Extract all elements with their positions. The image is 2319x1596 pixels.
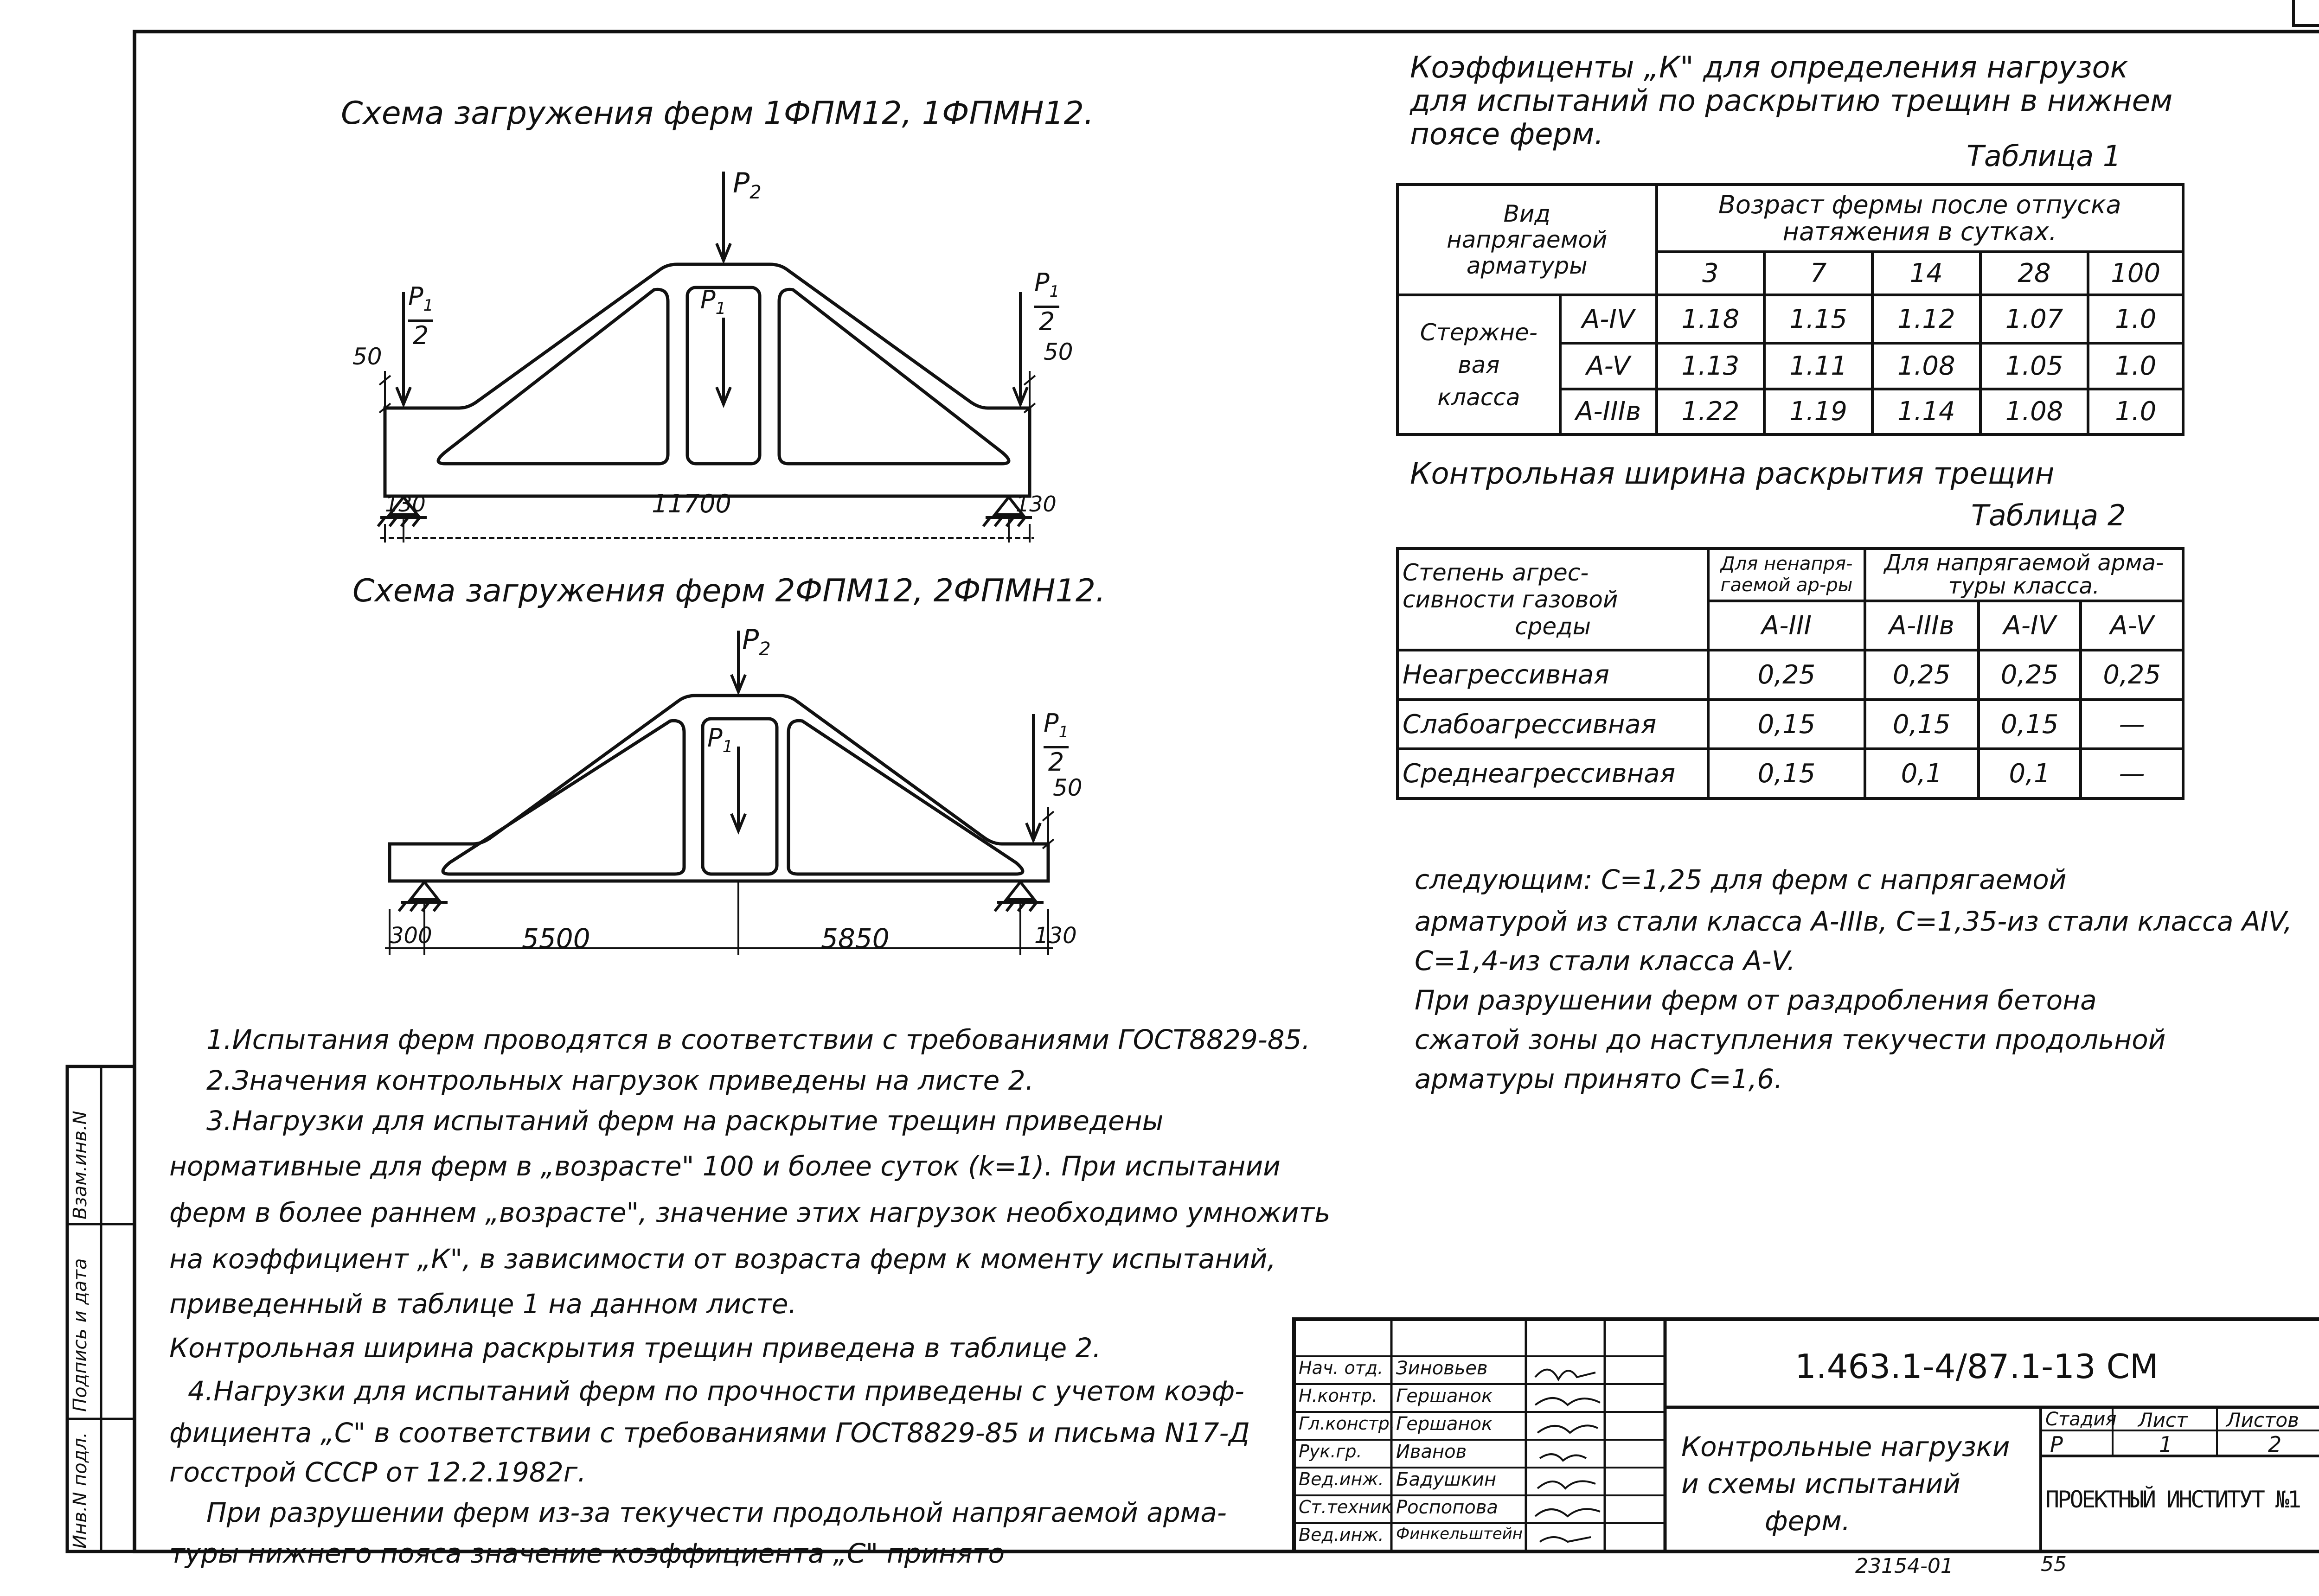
right-note-line: арматуры принято С=1,6. [1415,1063,1783,1095]
staff-role: Н.контр. [1299,1385,1378,1406]
table2-cell: 0,15 [1708,700,1864,749]
table1-class: A-V [1560,343,1657,389]
right-note-line: следующим: С=1,25 для ферм с напрягаемой [1415,864,2067,895]
table2-cell: 0,15 [1979,700,2081,749]
scheme2-half-right-num: P [1044,709,1059,738]
sheet-value: 1 [2159,1432,2173,1457]
table1-cell: 1.18 [1657,295,1765,343]
note-line: ферм в более раннем „возрасте", значение этих нагрузок необходимо умножить [169,1197,1331,1228]
table2-class: A-IIIв [1865,601,1979,651]
footer-page: 55 [2041,1552,2067,1576]
note-line: госстрой СССР от 12.2.1982г. [169,1456,586,1488]
table2-cell: 0,25 [1708,650,1864,700]
staff-name: Иванов [1396,1441,1467,1462]
table2-cell: 0,1 [1979,749,2081,798]
side-stamp-replace: Взам.инв.N [70,1111,91,1219]
table2-head-np-1: Для ненапря- [1720,553,1853,575]
table1-day: 100 [2088,252,2183,295]
table1-cell: 1.0 [2088,343,2183,389]
staff-name: Бадушкин [1396,1469,1497,1490]
table1-class: A-IIIв [1560,389,1657,435]
scheme1-p2-letter: P [733,167,750,199]
scheme2-p1-letter: P [707,723,723,753]
scheme2-dim-300: 300 [390,923,432,949]
table2-head-deg-3: среды [1515,613,1591,640]
table2-env: Среднеагрессивная [1397,749,1708,798]
table1-cell: 1.13 [1657,343,1765,389]
staff-name: Зиновьев [1396,1358,1488,1379]
right-note-line: При разрушении ферм от раздробления бетона [1415,984,2097,1016]
scheme2-dim-50: 50 [1053,774,1083,801]
scheme1-dim-130-left: 130 [385,492,426,517]
table1-cell: 1.0 [2088,295,2183,343]
note-line: 3.Нагрузки для испытаний ферм на раскрытие трещин приведены [206,1105,1164,1136]
table1-cell: 1.12 [1872,295,1980,343]
scheme1-half-right-sub: 1 [1049,282,1060,301]
scheme1-half-left-sub: 1 [423,296,434,315]
scheme2-half-right-sub: 1 [1058,722,1069,741]
table2-env: Слабоагрессивная [1397,700,1708,749]
table1-cell: 1.08 [1980,389,2088,435]
table1-cell: 1.08 [1872,343,1980,389]
doc-code: 1.463.1-4/87.1-13 СМ [1795,1347,2159,1386]
table2-head-np-2: гаемой ар-ры [1720,575,1853,596]
staff-name: Гершанок [1396,1385,1493,1407]
side-stamp-sign-date: Подпись и дата [70,1258,91,1412]
note-line: 2.Значения контрольных нагрузок приведены на листе 2. [206,1065,1034,1096]
table2-cell: 0,1 [1865,749,1979,798]
staff-role: Вед.инж. [1299,1525,1384,1545]
note-line: нормативные для ферм в „возрасте" 100 и более суток (k=1). При испытании [169,1150,1281,1182]
right-note-line: сжатой зоны до наступления текучести продольной [1415,1024,2166,1055]
table2-cell: 0,15 [1865,700,1979,749]
table1-cell: 1.14 [1872,389,1980,435]
drawing-title [1681,1428,2010,1539]
table1-group-2: вая [1458,351,1500,378]
table1-head-age-1: Возраст фермы после отпуска [1718,190,2121,219]
staff-name: Роспопова [1396,1497,1498,1518]
table1-label: Таблица 1 [1967,139,2121,173]
staff-name: Гершанок [1396,1413,1493,1435]
scheme2-p2-sub: 2 [759,638,771,660]
footer-code: 23154-01 [1855,1554,1954,1578]
table2-cell: 0,25 [1865,650,1979,700]
table1-caption-line1: Коэффиценты „К" для определения нагрузок [1410,51,2128,85]
note-line: При разрушении ферм из-за текучести продольной напрягаемой арма- [206,1497,1227,1528]
note-line: туры нижнего пояса значение коэффициента „С" принято [169,1538,1005,1569]
table1-caption-line3: поясе ферм. [1410,117,1604,152]
side-stamp-inv: Инв.N подл. [70,1432,91,1549]
sheet-head: Лист [2138,1409,2188,1431]
table2-head-p-2: туры класса. [1948,573,2100,600]
table2-class: A-III [1708,601,1864,651]
table1-head-kind-2: напрягаемой [1447,226,1608,254]
org-name: ПРОЕКТНЫЙ ИНСТИТУТ №1 [2045,1486,2300,1513]
note-line: 4.Нагрузки для испытаний ферм по прочности приведены с учетом коэф- [188,1375,1244,1407]
note-line: на коэффициент „К", в зависимости от возраста ферм к моменту испытаний, [169,1243,1276,1275]
table1-day: 14 [1872,252,1980,295]
scheme1-p2-sub: 2 [750,182,762,203]
sheets-head: Листов [2226,1409,2299,1431]
staff-role: Вед.инж. [1299,1469,1384,1489]
staff-role: Ст.техник [1299,1497,1392,1517]
scheme1-half-right-num: P [1034,268,1050,297]
right-note-line: С=1,4-из стали класса А-V. [1415,945,1796,977]
right-note-line: арматурой из стали класса А-IIIв, С=1,35-из стали класса АIV, [1415,906,2293,937]
table1-head-age-2: натяжения в сутках. [1782,217,2057,246]
staff-role: Нач. отд. [1299,1358,1384,1378]
staff-role: Рук.гр. [1299,1441,1362,1462]
table1-cell: 1.05 [1980,343,2088,389]
scheme1-dim-50-left: 50 [352,343,382,370]
scheme2-p1-sub: 1 [722,737,733,756]
table2-head-deg-1: Степень агрес- [1403,559,1589,586]
scheme2-span-right: 5850 [821,923,890,954]
table1-day: 7 [1764,252,1872,295]
table2-class: A-V [2081,601,2183,651]
scheme2-span-left: 5500 [522,923,590,954]
sheets-value: 2 [2268,1432,2282,1457]
table2-env: Неагрессивная [1397,650,1708,700]
scheme2-half-right-den: 2 [1044,746,1069,776]
table2-head-deg-2: сивности газовой [1403,586,1618,613]
table2-class: A-IV [1979,601,2081,651]
drawing-title-line3: ферм. [1765,1505,1851,1537]
table2-cell: — [2081,749,2183,798]
staff-name: Финкельштейн [1396,1525,1523,1543]
table1-caption-line2: для испытаний по раскрытию трещин в нижнем [1410,84,2173,118]
table1-day: 28 [1980,252,2088,295]
drawing-title-line1: Контрольные нагрузки [1681,1431,2010,1462]
scheme1-dim-50-right: 50 [1044,338,1073,365]
table2-caption: Контрольная ширина раскрытия трещин [1410,457,2055,491]
staff-role: Гл.констр. [1299,1413,1395,1434]
scheme1-half-left-den: 2 [408,319,433,350]
note-line: Контрольная ширина раскрытия трещин приведена в таблице 2. [169,1332,1101,1364]
table1-day: 3 [1657,252,1765,295]
table2-cell: — [2081,700,2183,749]
table2-label: Таблица 2 [1971,498,2126,532]
scheme2-dim-130: 130 [1034,923,1077,949]
scheme1-half-left-num: P [408,282,423,311]
scheme2-title: Схема загружения ферм 2ФПМ12, 2ФПМН12. [352,573,1106,609]
scheme1-span: 11700 [652,489,731,518]
scheme1-title: Схема загружения ферм 1ФПМ12, 1ФПМН12. [341,95,1094,132]
table1-cell: 1.0 [2088,389,2183,435]
scheme2-p2-letter: P [742,624,759,656]
scheme1-p1-letter: P [700,285,716,314]
table1-cell: 1.15 [1764,295,1872,343]
table1-group-3: класса [1437,383,1520,411]
scheme1-half-right-den: 2 [1034,306,1059,336]
table1-group-1: Стержне- [1420,319,1537,346]
table1-head-kind-3: арматуры [1466,252,1588,280]
table1-cell: 1.11 [1764,343,1872,389]
table2-cell: 0,15 [1708,749,1864,798]
table1-head-kind-1: Вид [1503,200,1550,228]
table2-cell: 0,25 [1979,650,2081,700]
table2-head-p-1: Для напрягаемой арма- [1884,550,2164,576]
drawing-title-line2: и схемы испытаний [1681,1468,1960,1500]
table1-cell: 1.19 [1764,389,1872,435]
signatures [1531,1359,1605,1549]
scheme1-p1-sub: 1 [715,299,726,318]
note-line: фициента „С" в соответствии с требованиями ГОСТ8829-85 и письма N17-Д [169,1417,1250,1449]
table2-cell: 0,25 [2081,650,2183,700]
note-line: приведенный в таблице 1 на данном листе. [169,1288,797,1320]
scheme1-dim-130-right: 130 [1016,492,1057,517]
stage-head: Стадия [2045,1409,2117,1430]
note-line: 1.Испытания ферм проводятся в соответствии с требованиями ГОСТ8829-85. [206,1024,1311,1055]
table1-cell: 1.07 [1980,295,2088,343]
table1-cell: 1.22 [1657,389,1765,435]
table1-class: A-IV [1560,295,1657,343]
stage-value: Р [2050,1432,2063,1457]
